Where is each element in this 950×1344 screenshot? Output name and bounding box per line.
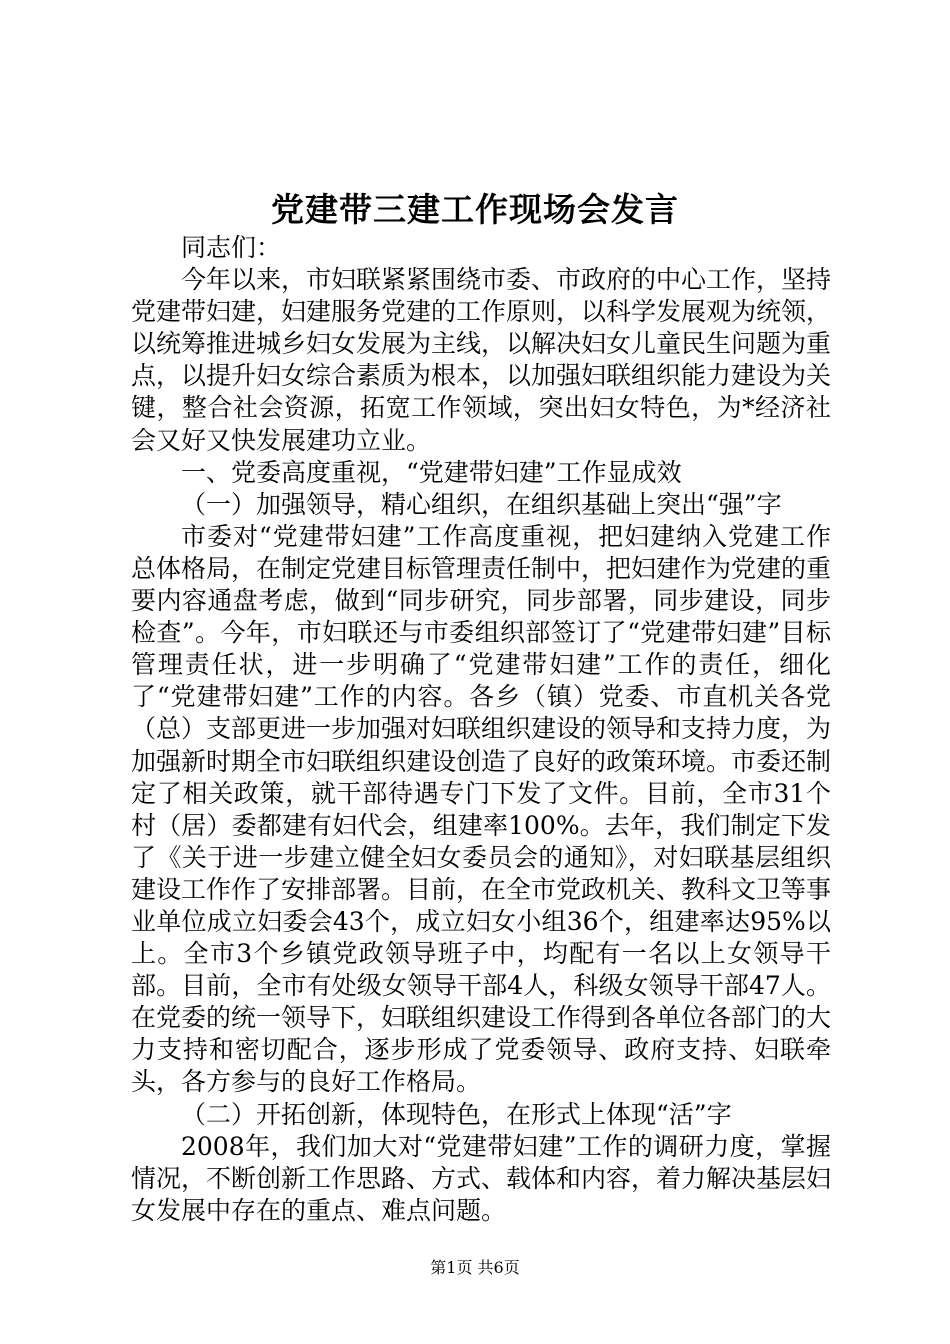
section-heading: 一、党委高度重视，“党建带妇建”工作显成效 [181, 457, 682, 487]
subsection-heading: （二）开拓创新，体现特色，在形式上体现“活”字 [181, 1099, 732, 1129]
body-paragraph: 2008年，我们加大对“党建带妇建”工作的调研力度，掌握情况，不断创新工作思路、方式、载体和内容，着力解决基层妇女发展中存在的重点、难点问题。 [131, 1131, 832, 1225]
salutation-paragraph: 同志们： [181, 233, 282, 262]
body-paragraph: 市委对“党建带妇建”工作高度重视，把妇建纳入党建工作总体格局，在制定党建目标管理责任制中，把妇建作为党建的重要内容通盘考虑，做到“同步研究，同步部署，同步建设，同步检查”。今年，市妇联还与市委组织部签订了“党建带妇建”目标管理责任状，进一步明确了“党建带妇建”工作的责任，细化了“党建带妇建”工作的内容。各乡（镇）党委、市直机关各党（总）支部更进一步加强对妇联组织建设的领导和支持力度，为加强新时期全市妇联组织建设创造了良好的政策环境。市委还制定了相关政策，就干部待遇专门下发了文件。目前，全市31个村（居）委都建有妇代会，组建率100%。去年，我们制定下发了《关于进一步建立健全妇女委员会的通知》，对妇联基层组织建设工作作了安排部署。目前，在全市党政机关、教科文卫等事业单位成立妇委会43个，成立妇女小组36个，组建率达95%以上。全市3个乡镇党政领导班子中，均配有一名以上女领导干部。目前，全市有处级女领导干部4人，科级女领导干部47人。在党委的统一领导下，妇联组织建设工作得到各单位各部门的大力支持和密切配合，逐步形成了党委领导、政府支持、妇联牵头，各方参与的良好工作格局。 [131, 521, 832, 1097]
page-footer: 第1页 共6页 [430, 1258, 520, 1277]
document-title: 党建带三建工作现场会发言 [271, 190, 679, 229]
document-body [131, 232, 831, 1227]
subsection-heading: （一）加强领导，精心组织，在组织基础上突出“强”字 [181, 489, 782, 519]
intro-paragraph: 今年以来，市妇联紧紧围绕市委、市政府的中心工作，坚持党建带妇建，妇建服务党建的工作原则，以科学发展观为统领，以统筹推进城乡妇女发展为主线，以解决妇女儿童民生问题为重点，以提升妇女综合素质为根本，以加强妇联组织能力建设为关键，整合社会资源，拓宽工作领域，突出妇女特色，为*经济社会又好又快发展建功立业。 [131, 265, 832, 455]
